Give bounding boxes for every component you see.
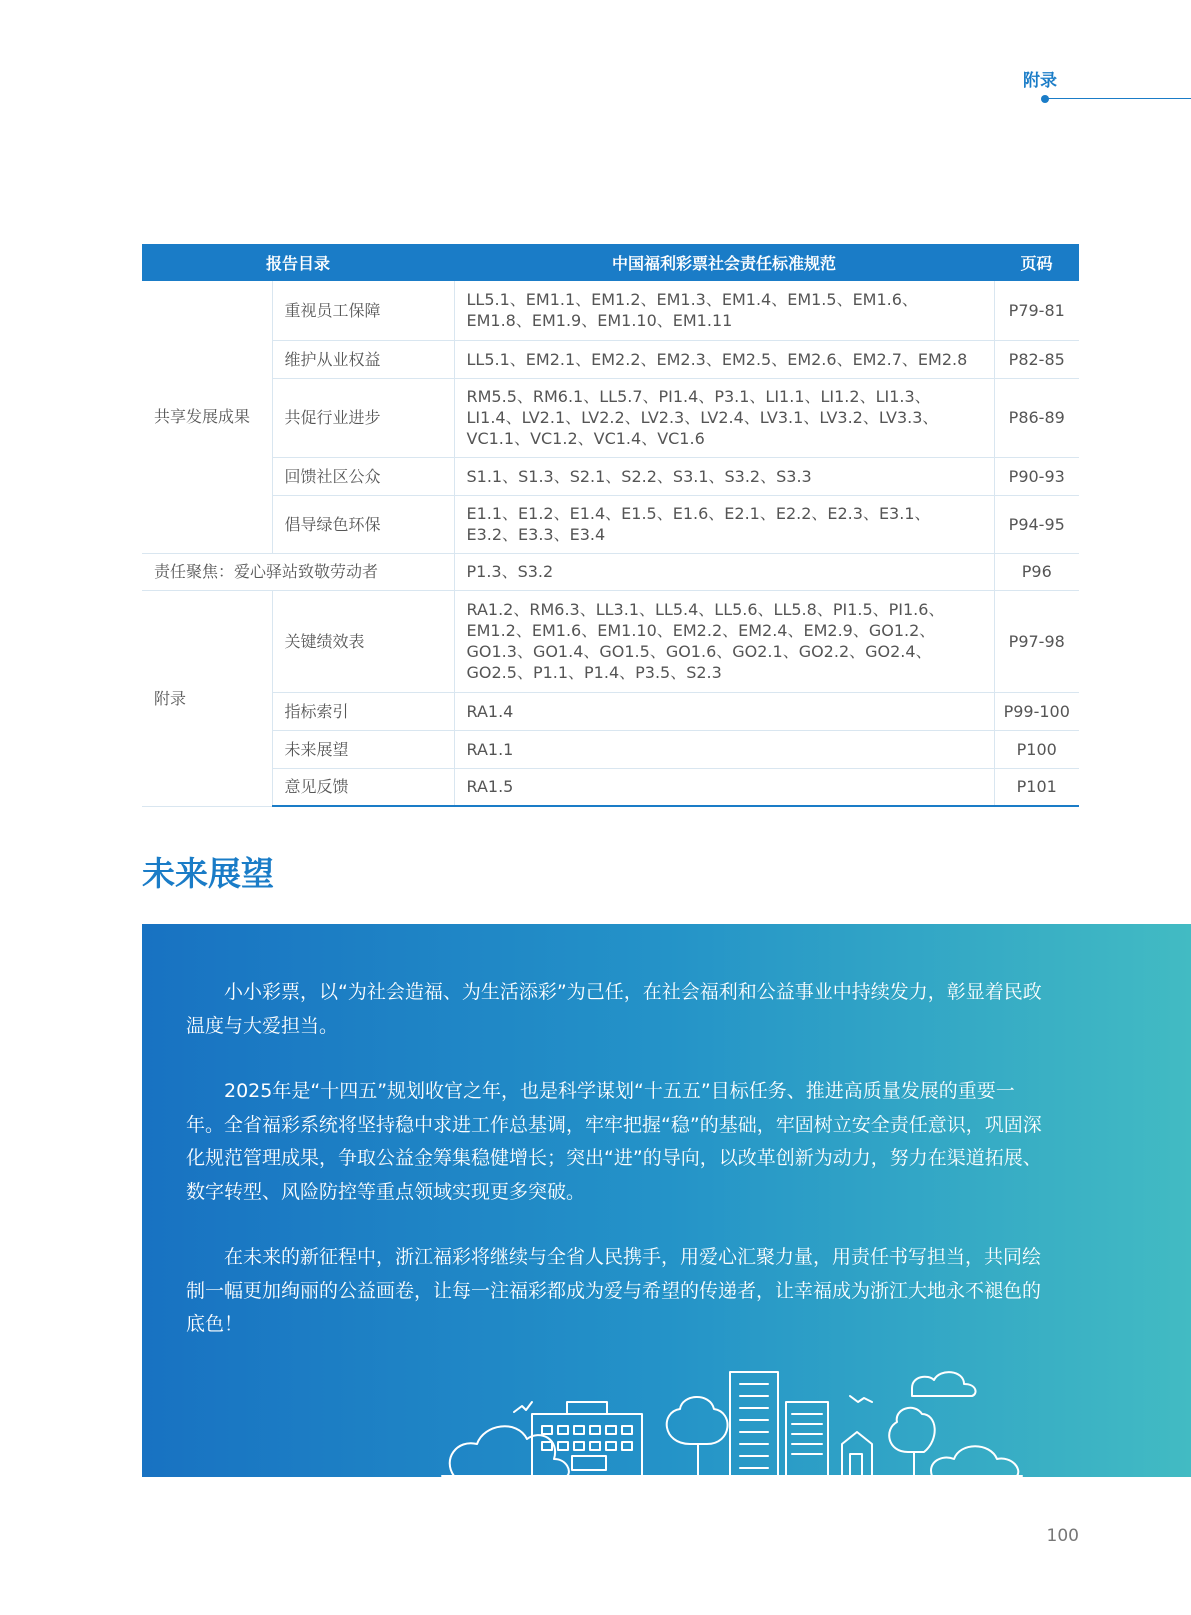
row-item: 重视员工保障 (272, 281, 454, 340)
tree-icon (667, 1397, 728, 1476)
row-page: P90-93 (994, 457, 1079, 495)
table-row (142, 768, 1079, 806)
tower-building-icon (730, 1372, 778, 1476)
row-standard: RA1.4 (454, 692, 994, 730)
row-standard: LL5.1、EM2.1、EM2.2、EM2.3、EM2.5、EM2.6、EM2.7、EM2.8 (454, 340, 994, 378)
table-row (142, 378, 1079, 457)
group-label: 责任聚焦：爱心驿站致敬劳动者 (142, 553, 454, 590)
header-rule (1045, 98, 1191, 99)
row-page: P97-98 (994, 590, 1079, 692)
row-standard: RA1.2、RM6.3、LL3.1、LL5.4、LL5.6、LL5.8、PI1.5、PI1.6、EM1.2、EM1.6、EM1.10、EM2.2、EM2.4、EM2.9、GO1.2、GO1.3、GO1.4、GO1.5、GO1.6、GO2.1、GO2.2、GO2.4、GO2.5、P1.1、P1.4、P3.5、S2.3 (454, 590, 994, 692)
header-dot (1041, 95, 1049, 103)
page-number: 100 (1046, 1526, 1079, 1546)
table-row (142, 281, 1079, 340)
table-row (142, 340, 1079, 378)
header-standard: 中国福利彩票社会责任标准规范 (454, 244, 994, 281)
row-item: 回馈社区公众 (272, 457, 454, 495)
row-page: P86-89 (994, 378, 1079, 457)
row-item: 倡导绿色环保 (272, 495, 454, 553)
index-table (142, 244, 1079, 807)
row-page: P82-85 (994, 340, 1079, 378)
bird-icon (850, 1396, 872, 1402)
row-standard: P1.3、S3.2 (454, 553, 994, 590)
bird-icon (514, 1402, 532, 1412)
table-row (142, 457, 1079, 495)
office-building-icon (786, 1402, 828, 1476)
table-row (142, 495, 1079, 553)
table-row (142, 692, 1079, 730)
section-header-label: 附录 (1023, 71, 1057, 91)
row-standard: RM5.5、RM6.1、LL5.7、PI1.4、P3.1、LI1.1、LI1.2、LI1.3、LI1.4、LV2.1、LV2.2、LV2.3、LV2.4、LV3.1、LV3.2、LV3.3、VC1.1、VC1.2、VC1.4、VC1.6 (454, 378, 994, 457)
paragraph: 小小彩票，以“为社会造福、为生活添彩”为己任，在社会福利和公益事业中持续发力，彰显着民政温度与大爱担当。 (186, 981, 1042, 1037)
group-label: 附录 (142, 590, 272, 806)
tree-icon (889, 1408, 934, 1476)
row-item: 未来展望 (272, 730, 454, 768)
row-standard: S1.1、S1.3、S2.1、S2.2、S3.1、S3.2、S3.3 (454, 457, 994, 495)
row-item: 关键绩效表 (272, 590, 454, 692)
row-standard: LL5.1、EM1.1、EM1.2、EM1.3、EM1.4、EM1.5、EM1.6、EM1.8、EM1.9、EM1.10、EM1.11 (454, 281, 994, 340)
city-skyline-illustration (142, 924, 1191, 1477)
table-row (142, 590, 1079, 692)
table-row (142, 553, 1079, 590)
table-header-row (142, 244, 1079, 281)
row-item: 共促行业进步 (272, 378, 454, 457)
header-page: 页码 (994, 244, 1079, 281)
cloud-icon (912, 1372, 976, 1396)
row-standard: RA1.1 (454, 730, 994, 768)
table-row (142, 730, 1079, 768)
header-report-dir: 报告目录 (142, 244, 454, 281)
row-page: P94-95 (994, 495, 1079, 553)
row-item: 指标索引 (272, 692, 454, 730)
row-page: P99-100 (994, 692, 1079, 730)
paragraph: 2025年是“十四五”规划收官之年，也是科学谋划“十五五”目标任务、推进高质量发展的重要一年。全省福彩系统将坚持稳中求进工作总基调，牢牢把握“稳”的基础，牢固树立安全责任意识，巩固深化规范管理成果，争取公益金筹集稳健增长；突出“进”的导向，以改革创新为动力，努力在渠道拓展、数字转型、风险防控等重点领域实现更多突破。 (186, 1080, 1042, 1203)
row-page: P96 (994, 553, 1079, 590)
row-page: P100 (994, 730, 1079, 768)
row-item: 意见反馈 (272, 768, 454, 806)
house-icon (842, 1432, 872, 1476)
section-title: 未来展望 (142, 854, 274, 893)
row-standard: E1.1、E1.2、E1.4、E1.5、E1.6、E2.1、E2.2、E2.3、E3.1、E3.2、E3.3、E3.4 (454, 495, 994, 553)
paragraph: 在未来的新征程中，浙江福彩将继续与全省人民携手，用爱心汇聚力量，用责任书写担当，共同绘制一幅更加绚丽的公益画卷，让每一注福彩都成为爱与希望的传递者，让幸福成为浙江大地永不褪色的底色！ (186, 1246, 1042, 1335)
row-page: P79-81 (994, 281, 1079, 340)
row-standard: RA1.5 (454, 768, 994, 806)
outlook-banner (142, 924, 1191, 1477)
row-page: P101 (994, 768, 1079, 806)
row-item: 维护从业权益 (272, 340, 454, 378)
group-label: 共享发展成果 (142, 281, 272, 553)
cloud-icon (931, 1446, 1018, 1476)
